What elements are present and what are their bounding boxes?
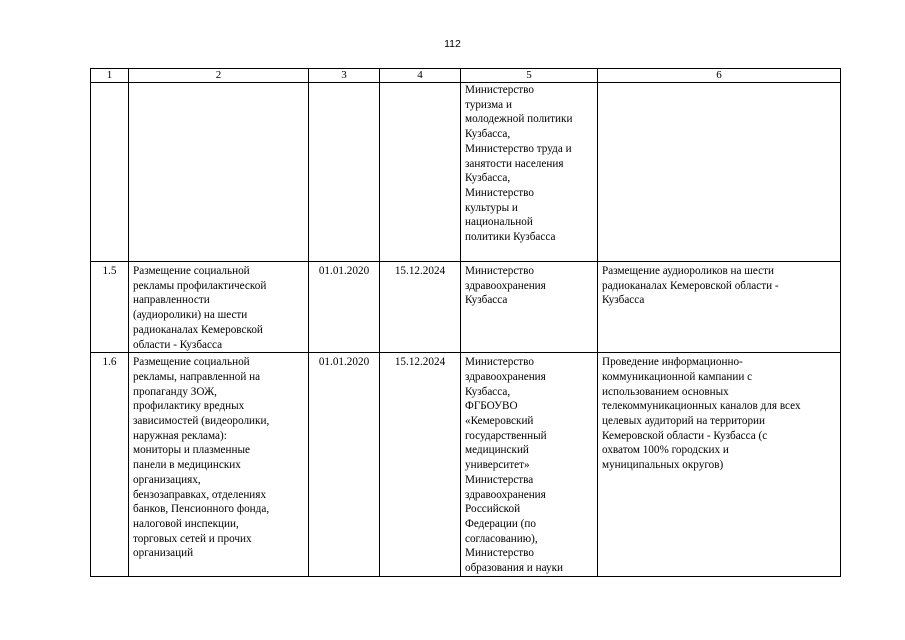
- end-date-cell: 15.12.2024: [380, 353, 461, 577]
- executors-cell: Министерство здравоохранения Кузбасса, ФГБОУВО «Кемеровский государственный медицинский университет» Министерства здравоохранения Российской Федерации (по согласованию), Министерство образования и науки: [461, 353, 598, 577]
- end-date-cell: 15.12.2024: [380, 262, 461, 353]
- row-number: 1.6: [91, 353, 129, 577]
- executors-cell: Министерство здравоохранения Кузбасса: [461, 262, 598, 353]
- table-row: [91, 262, 841, 353]
- column-header: 2: [129, 69, 309, 83]
- page-number: 112: [444, 38, 461, 50]
- result-cell: Размещение аудиороликов на шести радиоканалах Кемеровской области - Кузбасса: [598, 262, 841, 353]
- result-cell: [598, 83, 841, 262]
- column-header: 5: [461, 69, 598, 83]
- start-date-cell: 01.01.2020: [309, 353, 380, 577]
- event-cell: Размещение социальной рекламы профилактической направленности (аудиоролики) на шести радиоканалах Кемеровской области - Кузбасса: [129, 262, 309, 353]
- event-cell: Размещение социальной рекламы, направленной на пропаганду ЗОЖ, профилактику вредных зависимостей (видеоролики, наружная реклама): мониторы и плазменные панели в медицинских организациях, бензозаправках, отделениях банков, Пенсионного фонда, налоговой инспекции, торговых сетей и прочих организаций: [129, 353, 309, 577]
- table-row: [91, 353, 841, 577]
- column-header: 3: [309, 69, 380, 83]
- start-date-cell: [309, 83, 380, 262]
- table-header-row: [91, 69, 841, 83]
- measures-table: [90, 68, 841, 577]
- column-header: 4: [380, 69, 461, 83]
- column-header: 6: [598, 69, 841, 83]
- event-cell: [129, 83, 309, 262]
- row-number: [91, 83, 129, 262]
- result-cell: Проведение информационно- коммуникационной кампании с использованием основных телекоммуникационных каналов для всех целевых аудиторий на территории Кемеровской области - Кузбасса (с охватом 100% городских и муниципальных округов): [598, 353, 841, 577]
- row-number: 1.5: [91, 262, 129, 353]
- end-date-cell: [380, 83, 461, 262]
- column-header: 1: [91, 69, 129, 83]
- start-date-cell: 01.01.2020: [309, 262, 380, 353]
- table-row: [91, 83, 841, 262]
- executors-cell: Министерство туризма и молодежной политики Кузбасса, Министерство труда и занятости населения Кузбасса, Министерство культуры и национальной политики Кузбасса: [461, 83, 598, 262]
